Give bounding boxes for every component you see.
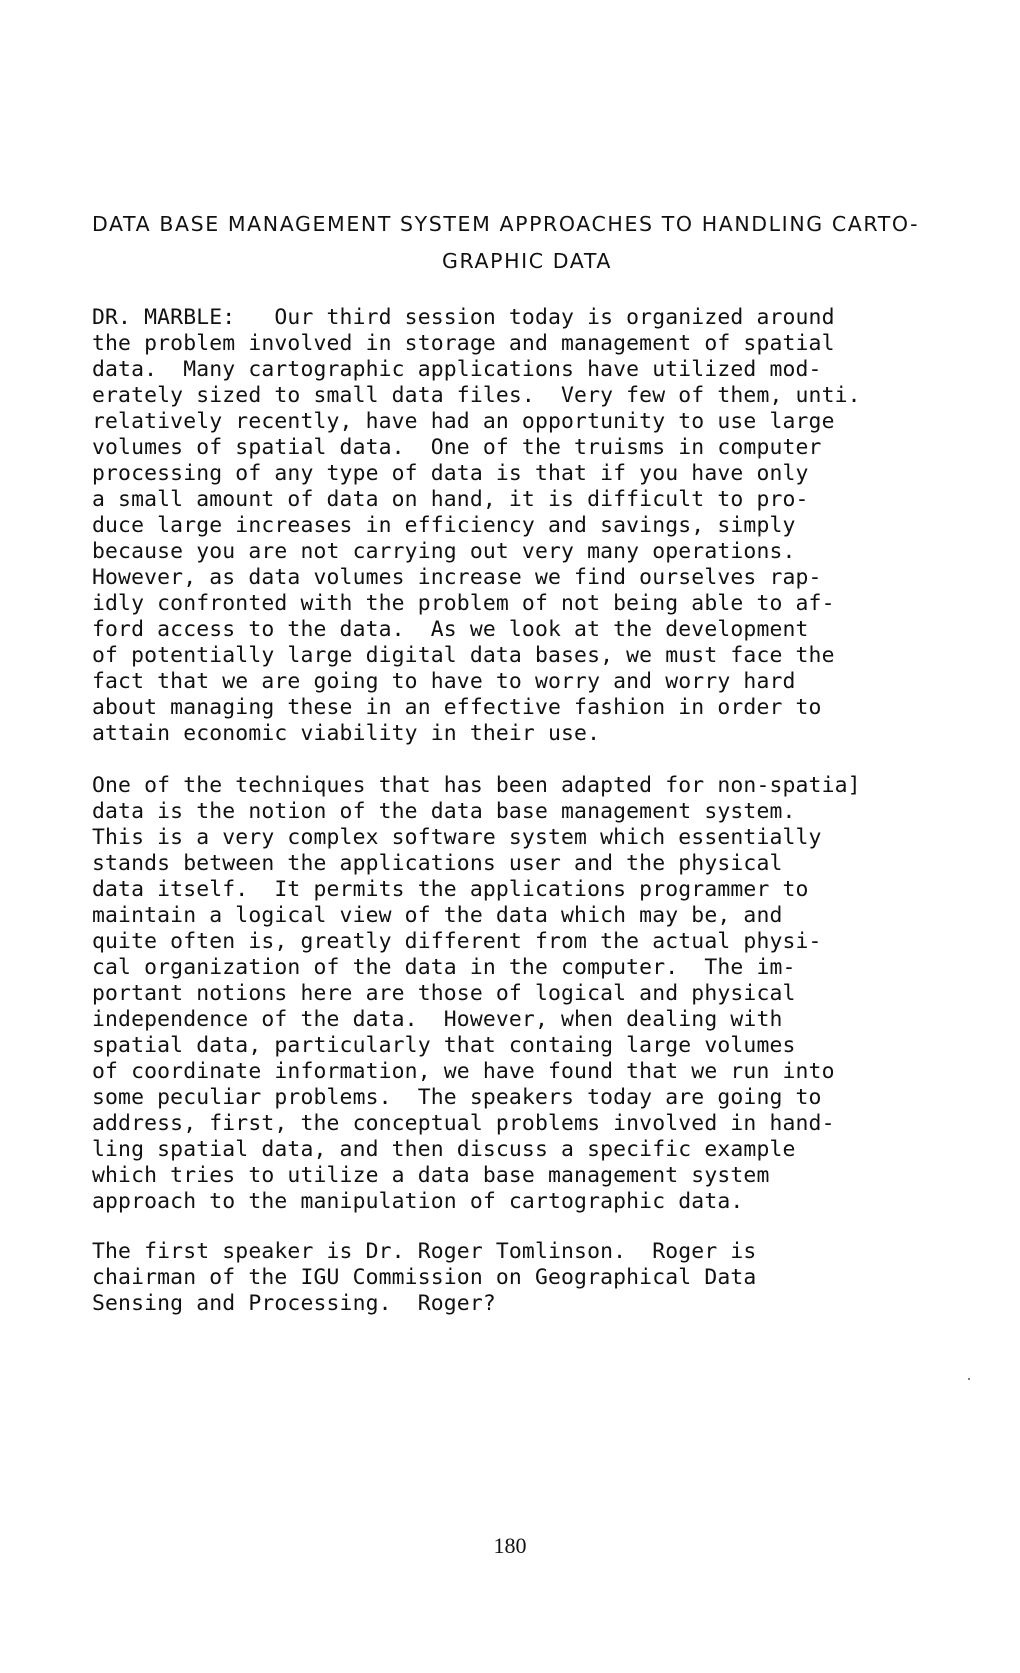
text-line: Sensing and Processing. Roger? xyxy=(92,1291,496,1316)
text-line: of coordinate information, we have found that we run into xyxy=(92,1059,835,1084)
text-line: chairman of the IGU Commission on Geographical Data xyxy=(92,1265,757,1290)
text-line: This is a very complex software system which essentially xyxy=(92,825,822,850)
text-line: The first speaker is Dr. Roger Tomlinson. Roger is xyxy=(92,1239,757,1264)
text-line: a small amount of data on hand, it is difficult to pro- xyxy=(92,487,809,512)
text-line: fact that we are going to have to worry and worry hard xyxy=(92,669,796,694)
text-line: ford access to the data. As we look at the development xyxy=(92,617,809,642)
paragraph-intro xyxy=(92,305,1012,747)
text-line: maintain a logical view of the data which may be, and xyxy=(92,903,783,928)
text-line: of potentially large digital data bases, we must face the xyxy=(92,643,835,668)
text-line: DR. MARBLE: Our third session today is organized around xyxy=(92,305,835,330)
text-line: cal organization of the data in the computer. The im- xyxy=(92,955,796,980)
document-title-line-1: DATA BASE MANAGEMENT SYSTEM APPROACHES TO HANDLING CARTO- xyxy=(92,212,920,236)
paragraph-dbms xyxy=(92,773,1012,1215)
text-line: quite often is, greatly different from the actual physi- xyxy=(92,929,822,954)
text-line: data is the notion of the data base management system. xyxy=(92,799,796,824)
text-line: data. Many cartographic applications have utilized mod- xyxy=(92,357,822,382)
text-line: One of the techniques that has been adapted for non-spatia] xyxy=(92,773,861,798)
page-number: 180 xyxy=(493,1533,527,1558)
scan-speck xyxy=(968,1378,970,1380)
text-line: attain economic viability in their use. xyxy=(92,721,601,746)
text-line: spatial data, particularly that containg large volumes xyxy=(92,1033,796,1058)
text-line: the problem involved in storage and management of spatial xyxy=(92,331,835,356)
text-line: which tries to utilize a data base management system xyxy=(92,1163,770,1188)
text-line: processing of any type of data is that if you have only xyxy=(92,461,809,486)
text-line: independence of the data. However, when dealing with xyxy=(92,1007,783,1032)
text-line: ling spatial data, and then discuss a specific example xyxy=(92,1137,796,1162)
text-line: relatively recently, have had an opportunity to use large xyxy=(92,409,835,434)
text-line: about managing these in an effective fashion in order to xyxy=(92,695,822,720)
text-line: portant notions here are those of logical and physical xyxy=(92,981,796,1006)
text-line: stands between the applications user and the physical xyxy=(92,851,783,876)
text-line: approach to the manipulation of cartographic data. xyxy=(92,1189,744,1214)
text-line: volumes of spatial data. One of the truisms in computer xyxy=(92,435,822,460)
text-line: address, first, the conceptual problems involved in hand- xyxy=(92,1111,835,1136)
text-line: data itself. It permits the applications programmer to xyxy=(92,877,809,902)
text-line: some peculiar problems. The speakers today are going to xyxy=(92,1085,822,1110)
text-line: duce large increases in efficiency and savings, simply xyxy=(92,513,796,538)
paragraph-speaker-intro xyxy=(92,1239,1012,1317)
text-line: However, as data volumes increase we find ourselves rap- xyxy=(92,565,822,590)
text-line: because you are not carrying out very many operations. xyxy=(92,539,796,564)
text-line: idly confronted with the problem of not being able to af- xyxy=(92,591,835,616)
text-line: erately sized to small data files. Very few of them, unti. xyxy=(92,383,861,408)
document-title-line-2: GRAPHIC DATA xyxy=(442,249,612,273)
